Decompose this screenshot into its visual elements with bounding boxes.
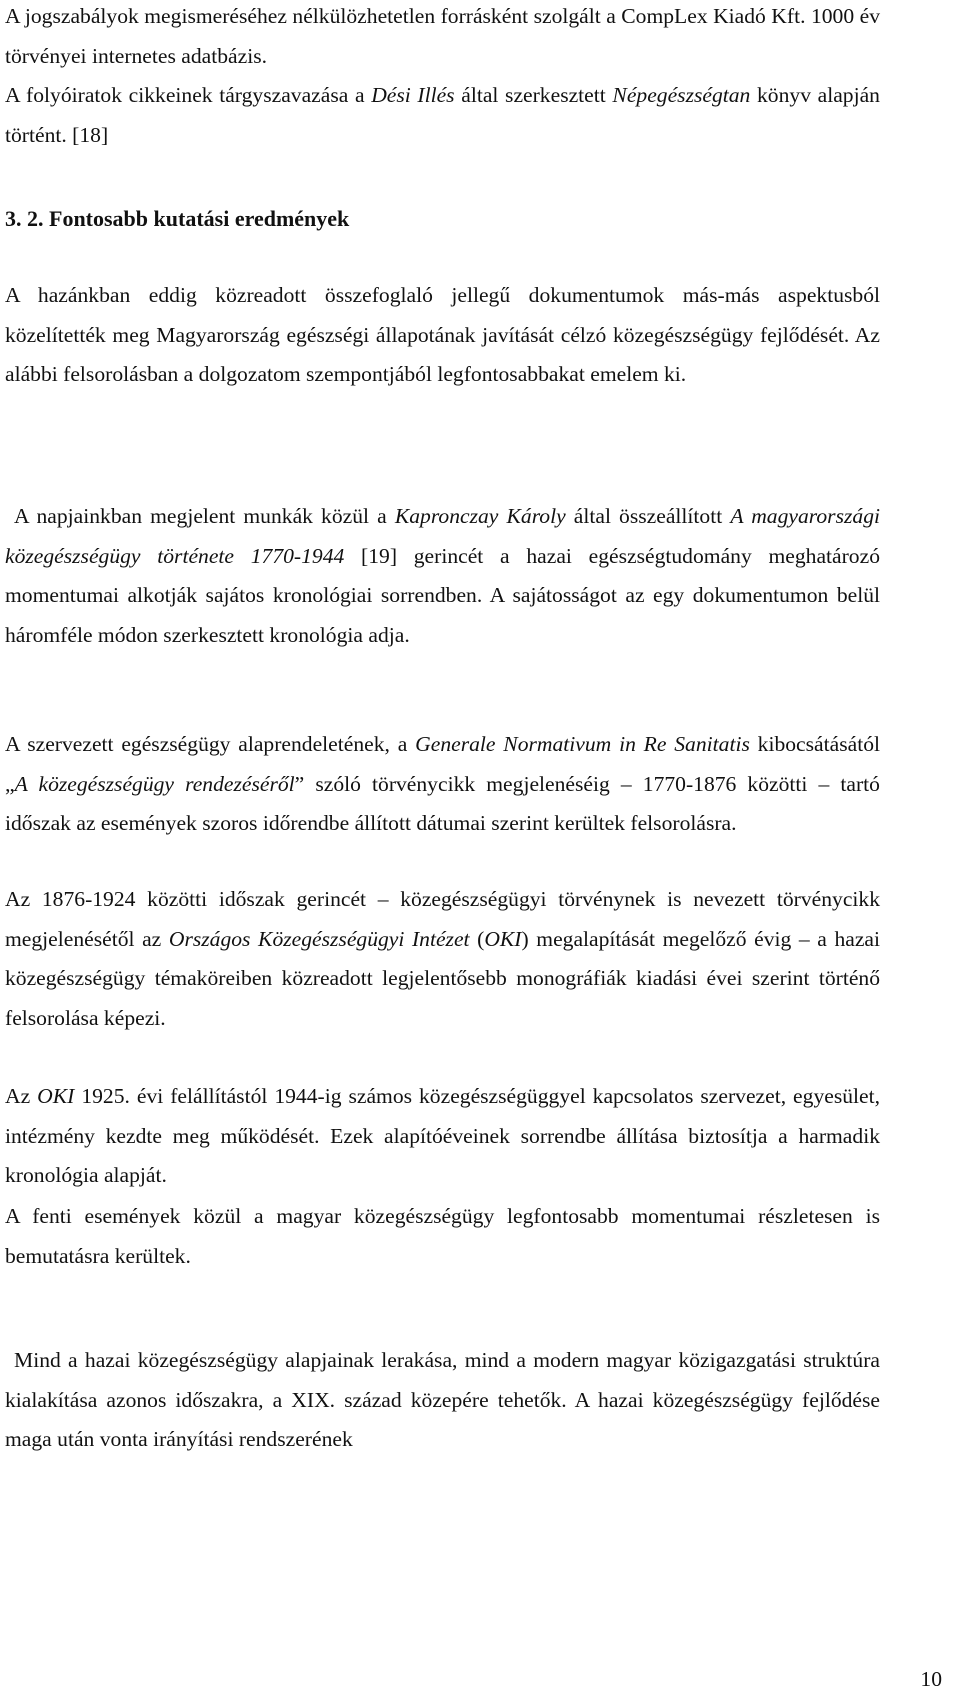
paragraph-administration: [5, 1341, 880, 1460]
page-number: 10: [920, 1667, 942, 1691]
author-name: Dési Illés: [371, 83, 455, 107]
paragraph-text: Mind a hazai közegészségügy alapjainak lerakása, mind a modern magyar közigazgatási struktúra kialakítása azonos időszakra, a XIX. század közepére tehetők. A hazai közegészségügy fejlődése maga után vonta irányítási rendszerének: [5, 1348, 880, 1451]
paragraph-text: könyv alapján történt. [18]: [5, 83, 880, 147]
paragraph-text: 1925. évi felállítástól 1944-ig számos közegészségüggyel kapcsolatos szervezet, egyesület, intézmény kezdte meg működését. Ezek alapítóéveinek sorrendbe állítása biztosítja a harmadik kronológia alapját.: [5, 1084, 881, 1187]
paragraph-text: A napjainkban megjelent munkák közül a: [14, 504, 395, 528]
paragraph-text: (: [469, 926, 485, 951]
paragraph-text: A jogszabályok megismeréséhez nélkülözhetetlen forrásként szolgált a CompLex Kiadó Kft. 1000 év törvényei internetes adatbázis.: [5, 4, 880, 68]
paragraph-intro: [5, 276, 880, 395]
institute-abbreviation: OKI: [484, 926, 522, 951]
paragraph-text: kibocsátásától „: [5, 732, 880, 796]
book-title: Népegészségtan: [612, 83, 751, 107]
paragraph-text: által összeállított: [565, 504, 731, 528]
paragraph-kapronczay: [5, 497, 880, 655]
law-title: A közegészségügy rendezéséről: [14, 771, 295, 796]
paragraph-text: [19] gerincét a hazai egészségtudomány meghatározó momentumai alkotják sajátos kronológiai sorrendben. A sajátosságot az egy dokumentumon belül háromféle módon szerkesztett kronológia adja.: [5, 543, 880, 647]
paragraph-text: A hazánkban eddig közreadott összefoglaló jellegű dokumentumok más-más aspektusból közelítették meg Magyarország egészségi állapotának javítását célzó közegészségügy fejlődését. Az alábbi felsorolásban a dolgozatom szempontjából legfontosabbakat emelem ki.: [5, 283, 880, 386]
paragraph-text: A fenti események közül a magyar közegészségügy legfontosabb momentumai részletesen is bemutatásra kerültek.: [5, 1204, 880, 1268]
paragraph-text: Az 1876-1924 közötti időszak gerincét – közegészségügyi törvénynek is nevezett törvénycikk megjelenésétől az: [5, 887, 880, 951]
paragraph-summary: [5, 1197, 880, 1276]
institute-name: Országos Közegészségügyi Intézet: [168, 926, 470, 951]
paragraph-text: ” szóló törvénycikk megjelenéséig – 1770-1876 közötti – tartó időszak az események szoros időrendbe állított dátumai szerint kerültek felsorolásra.: [5, 771, 880, 835]
institute-abbreviation: OKI: [37, 1084, 75, 1108]
paragraph-text: A szervezett egészségügy alaprendeletének, a: [5, 732, 416, 756]
paragraph-keywords: [5, 76, 880, 155]
paragraph-sources: [5, 0, 880, 76]
paragraph-third-chronology: [5, 1077, 880, 1196]
section-heading: 3. 2. Fontosabb kutatási eredmények: [5, 206, 350, 231]
author-name: Kapronczay Károly: [394, 504, 566, 528]
paragraph-second-chronology: [5, 880, 880, 1038]
paragraph-text: Az: [5, 1084, 38, 1108]
book-title: A magyarországi közegészségügy története 1770-1944: [5, 504, 880, 568]
paragraph-first-chronology: [5, 725, 880, 844]
paragraph-text: által szerkesztett: [454, 83, 613, 107]
paragraph-text: A folyóiratok cikkeinek tárgyszavazása a: [5, 83, 372, 107]
paragraph-text: ) megalapítását megelőző évig – a hazai közegészségügy témaköreiben közreadott legjelentősebb monográfiák kiadási évei szerint történő felsorolása képezi.: [5, 926, 880, 1030]
decree-title: Generale Normativum in Re Sanitatis: [415, 732, 750, 756]
